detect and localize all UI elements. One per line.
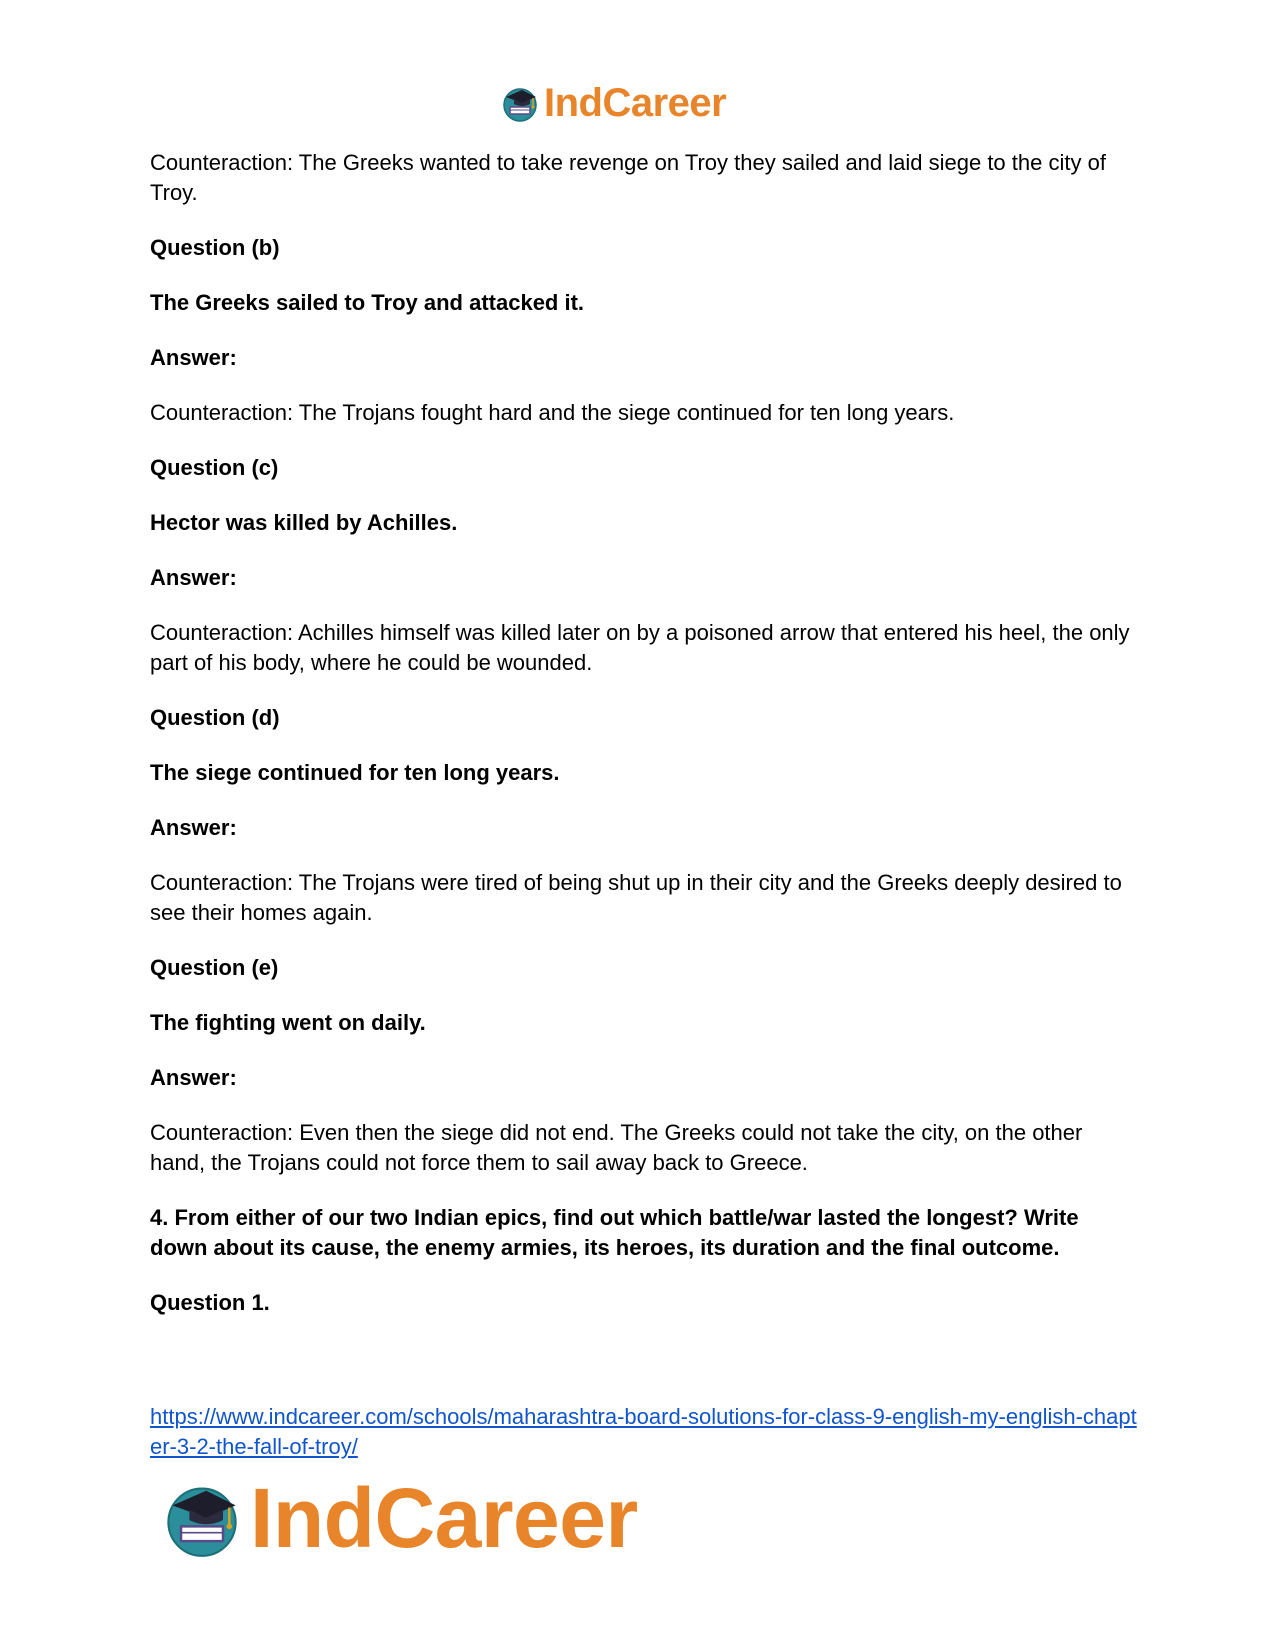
question-4-heading: 4. From either of our two Indian epics, find out which battle/war lasted the longest? Write down about its cause, the enemy armies, its heroes, its duration and the final outcome. — [150, 1205, 1079, 1260]
question-1-heading: Question 1. — [150, 1290, 270, 1315]
paragraph-counteraction-a: Counteraction: The Greeks wanted to take revenge on Troy they sailed and laid siege to the city of Troy. — [150, 150, 1106, 205]
question-b-heading: Question (b) — [150, 235, 280, 260]
question-c-text: Hector was killed by Achilles. — [150, 510, 458, 535]
answer-c-label: Answer: — [150, 565, 237, 590]
graduation-cap-book-icon — [500, 83, 540, 123]
header-logo — [500, 80, 726, 126]
question-e-heading: Question (e) — [150, 955, 279, 980]
source-link-block — [150, 1402, 1140, 1462]
question-e-text: The fighting went on daily. — [150, 1010, 426, 1035]
answer-e-text: Counteraction: Even then the siege did not end. The Greeks could not take the city, on the other hand, the Trojans could not force them to sail away back to Greece. — [150, 1120, 1083, 1175]
question-b-text: The Greeks sailed to Troy and attacked it. — [150, 290, 585, 315]
main-content — [150, 148, 1130, 1318]
question-c-heading: Question (c) — [150, 455, 279, 480]
footer-logo-text: IndCareer — [250, 1471, 638, 1565]
answer-c-text: Counteraction: Achilles himself was killed later on by a poisoned arrow that entered his heel, the only part of his body, where he could be wounded. — [150, 620, 1130, 675]
footer-logo — [160, 1468, 638, 1568]
question-d-text: The siege continued for ten long years. — [150, 760, 560, 785]
question-d-heading: Question (d) — [150, 705, 280, 730]
graduation-cap-book-icon — [160, 1476, 244, 1560]
answer-b-label: Answer: — [150, 345, 237, 370]
header-logo-text: IndCareer — [544, 81, 727, 125]
source-url-link[interactable]: https://www.indcareer.com/schools/maharashtra-board-solutions-for-class-9-english-my-english-chapter-3-2-the-fall-of-troy/ — [150, 1404, 1137, 1459]
answer-e-label: Answer: — [150, 1065, 237, 1090]
answer-d-label: Answer: — [150, 815, 237, 840]
answer-d-text: Counteraction: The Trojans were tired of being shut up in their city and the Greeks deeply desired to see their homes again. — [150, 870, 1122, 925]
answer-b-text: Counteraction: The Trojans fought hard and the siege continued for ten long years. — [150, 400, 955, 425]
